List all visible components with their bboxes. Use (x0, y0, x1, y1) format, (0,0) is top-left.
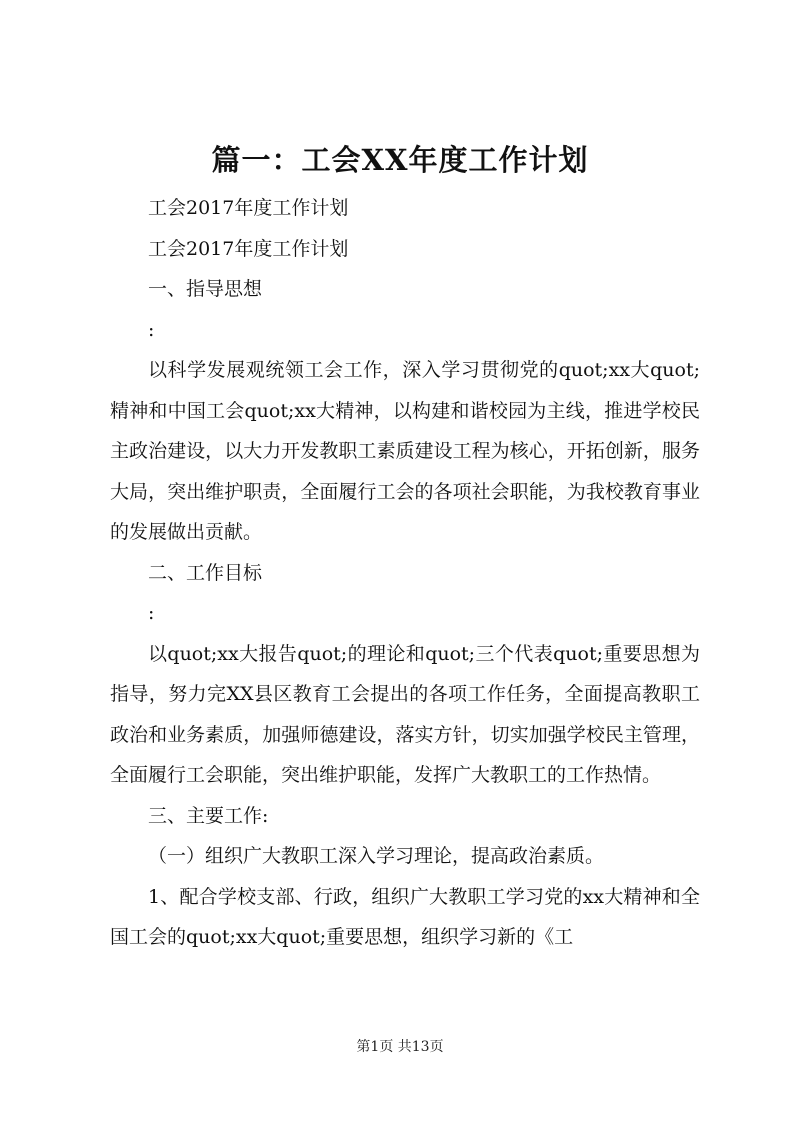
paragraph-work-goals: 以quot;xx大报告quot;的理论和quot;三个代表quot;重要思想为指导，努力完XX县区教育工会提出的各项工作任务，全面提高教职工政治和业务素质，加强师德建设，落实方针，切实加强学校民主管理，全面履行工会职能，突出维护职能，发挥广大教职工的工作热情。 (110, 642, 700, 786)
subsection-heading-1: （一）组织广大教职工深入学习理论，提高政治素质。 (148, 845, 605, 867)
page-footer: 第1页 共13页 (356, 1039, 444, 1055)
paragraph-item-1: 1、配合学校支部、行政，组织广大教职工学习党的xx大精神和全国工会的quot;xx大quot;重要思想，组织学习新的《工 (110, 885, 700, 948)
section-heading-main-work: 三、主要工作: (148, 804, 269, 827)
paragraph-guiding-ideology: 以科学发展观统领工会工作，深入学习贯彻党的quot;xx大quot;精神和中国工会quot;xx大精神，以构建和谐校园为主线，推进学校民主政治建设，以大力开发教职工素质建设工程为核心，开拓创新，服务大局，突出维护职责，全面履行工会的各项社会职能，为我校教育事业的发展做出贡献。 (110, 359, 700, 543)
paragraph-subtitle-2: 工会2017年度工作计划 (148, 237, 349, 260)
paragraph-subtitle-1: 工会2017年度工作计划 (148, 197, 349, 219)
section-heading-work-goals: 二、工作目标 (148, 561, 263, 584)
document-title: 篇一：工会XX年度工作计划 (211, 143, 589, 177)
paragraph-colon-2: : (148, 602, 155, 624)
document-body (110, 188, 700, 958)
paragraph-colon-1: : (148, 318, 155, 341)
section-heading-guiding-ideology: 一、指导思想 (148, 278, 263, 300)
